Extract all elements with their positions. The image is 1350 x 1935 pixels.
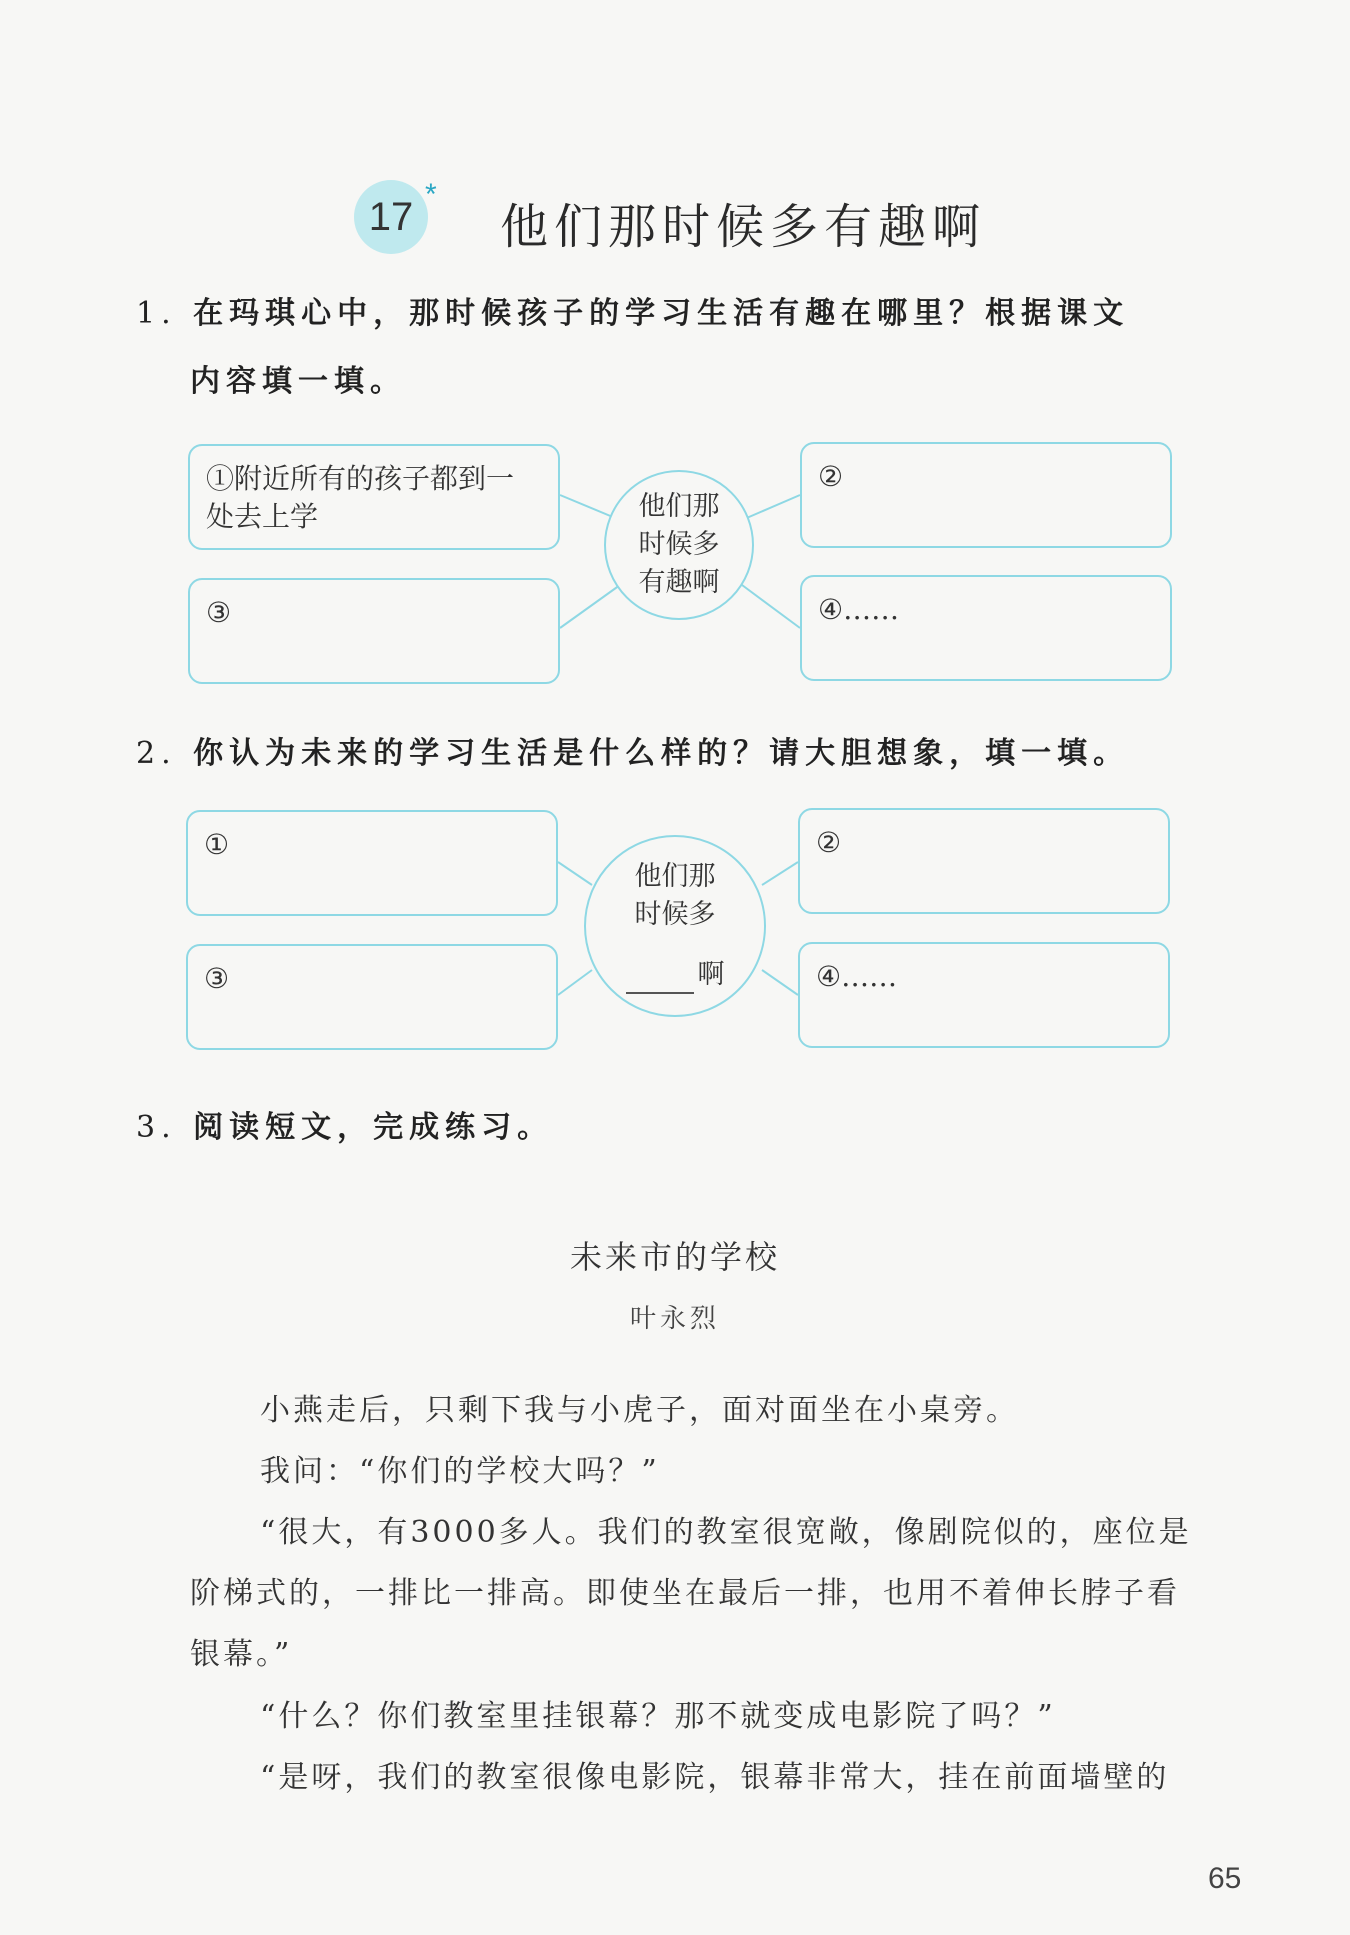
- lesson-title: 他们那时候多有趣啊: [500, 199, 987, 255]
- q1-hub-line-1: 他们那: [638, 491, 720, 522]
- q2-hub-suffix: 啊: [697, 959, 725, 990]
- question-1-text-line1: 在玛琪心中，那时候孩子的学习生活有趣在哪里？根据课文: [193, 296, 1130, 331]
- question-1-number: 1.: [136, 296, 177, 331]
- q2-answer-box-1[interactable]: [186, 810, 558, 916]
- question-1-text-line2: 内容填一填。: [190, 364, 406, 399]
- page-number: 65: [1208, 1862, 1242, 1895]
- question-3-number: 3.: [136, 1110, 177, 1145]
- q1-item-4-marker: ④: [818, 593, 844, 626]
- story-paragraph-1: 小燕走后，只剩下我与小虎子，面对面坐在小桌旁。: [260, 1393, 1019, 1428]
- q1-answer-box-2[interactable]: [800, 442, 1172, 548]
- q1-item-1-marker: ①: [206, 462, 235, 495]
- lesson-number: 17: [368, 194, 414, 239]
- q1-answer-box-3[interactable]: [188, 578, 560, 684]
- q2-hub-line-2: 时候多: [634, 899, 716, 930]
- question-3-prompt: [136, 1102, 553, 1146]
- q2-hub-line-1: 他们那: [634, 861, 716, 892]
- q2-item-1-marker: ①: [204, 828, 230, 861]
- q2-hub-circle: [584, 835, 766, 1017]
- q2-item-3-marker: ③: [204, 962, 230, 995]
- q2-hub-line-3: [626, 956, 725, 994]
- q2-answer-box-3[interactable]: [186, 944, 558, 1050]
- q2-hub-fill-blank[interactable]: [626, 966, 694, 994]
- q2-answer-box-2[interactable]: [798, 808, 1170, 914]
- q2-item-4-marker: ④: [816, 960, 842, 993]
- question-3-text: 阅读短文，完成练习。: [193, 1110, 554, 1145]
- question-2-text: 你认为未来的学习生活是什么样的？请大胆想象，填一填。: [193, 736, 1130, 771]
- q1-item-4-text: ……: [843, 593, 900, 626]
- q2-item-4-text: ……: [841, 960, 898, 993]
- optional-lesson-star-icon: *: [425, 178, 437, 211]
- story-author: 叶永烈: [629, 1304, 720, 1334]
- story-paragraph-4: “什么？你们教室里挂银幕？那不就变成电影院了吗？”: [260, 1699, 1056, 1734]
- q1-item-3-marker: ③: [206, 596, 232, 629]
- q1-hub-circle: [604, 470, 754, 620]
- q1-hub-line-2: 时候多: [638, 529, 720, 560]
- story-title: 未来市的学校: [569, 1238, 780, 1276]
- q1-hub-line-3: 有趣啊: [638, 567, 720, 598]
- story-paragraph-5: “是呀，我们的教室很像电影院，银幕非常大，挂在前面墙壁的: [260, 1760, 1170, 1795]
- lesson-number-badge: [354, 180, 428, 254]
- question-2-prompt: [136, 728, 1129, 772]
- story-paragraph-3: “很大，有3000多人。我们的教室很宽敞，像剧院似的，座位是阶梯式的，一排比一排高。即使坐在最后一排，也用不着伸长脖子看银幕。”: [190, 1515, 1192, 1672]
- story-paragraph-2: 我问：“你们的学校大吗？”: [260, 1454, 660, 1489]
- q1-answer-box-4[interactable]: [800, 575, 1172, 681]
- q2-item-2-marker: ②: [816, 826, 842, 859]
- q2-answer-box-4[interactable]: [798, 942, 1170, 1048]
- question-2-number: 2.: [136, 736, 177, 771]
- question-1-prompt: [136, 288, 1129, 332]
- q1-answer-box-1[interactable]: [188, 444, 560, 550]
- q1-item-1-text: 附近所有的孩子都到一处去上学: [206, 462, 515, 533]
- q1-item-2-marker: ②: [818, 460, 844, 493]
